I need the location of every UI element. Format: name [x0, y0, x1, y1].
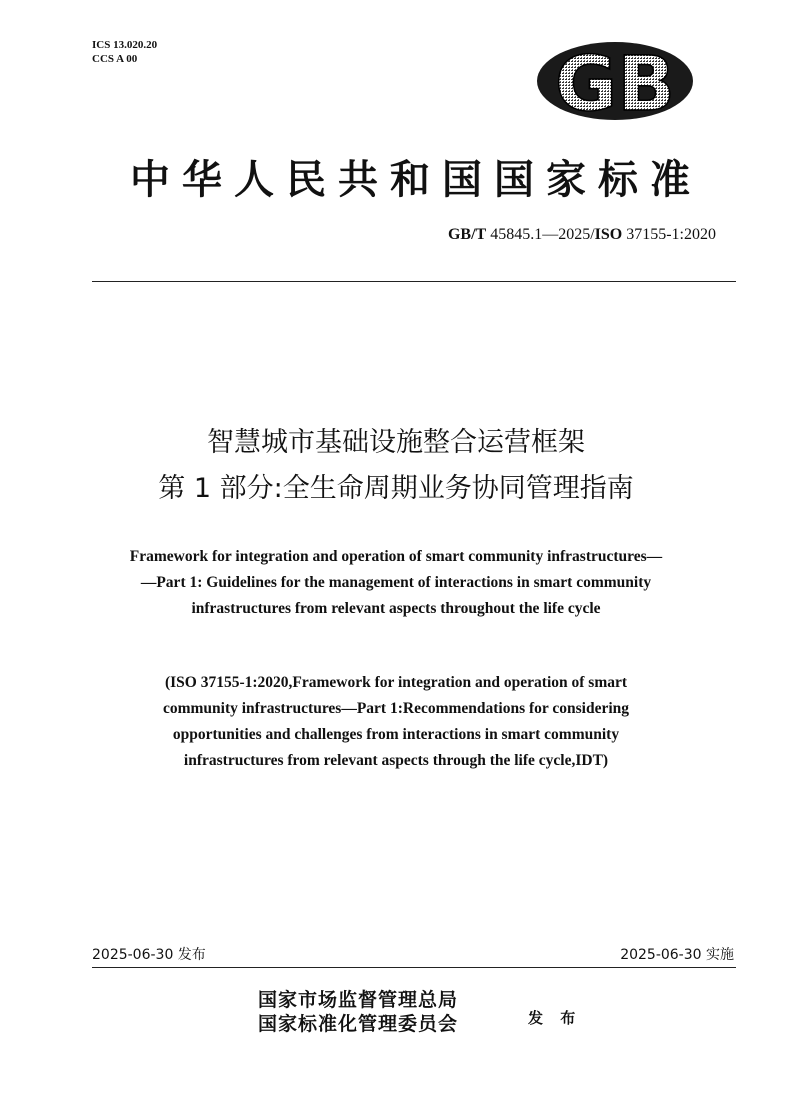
- national-standard-heading: 中华人民共和国国家标准: [130, 156, 702, 203]
- english-title-line2: —Part 1: Guidelines for the management of interactions in smart community: [140, 574, 652, 591]
- issuing-authorities: [258, 988, 458, 1036]
- iso-title-line4: infrastructures from relevant aspects through the life cycle,IDT): [183, 752, 609, 769]
- gb-logo-text: GB: [554, 40, 676, 122]
- footer-divider: [92, 967, 736, 968]
- issuer-samr: 国家市场监督管理总局: [258, 989, 459, 1011]
- iso-equivalent-title: [0, 670, 792, 774]
- gb-logo-graphic: [535, 40, 695, 122]
- iso-code: 37155-1:2020: [626, 226, 716, 243]
- standard-prefix: GB/T: [447, 226, 487, 243]
- gb-logo: [535, 40, 695, 122]
- classification-codes: [92, 38, 157, 66]
- iso-title-line1: (ISO 37155-1:2020,Framework for integration and operation of smart: [164, 674, 628, 691]
- iso-prefix: ISO: [594, 226, 623, 243]
- chinese-title-line2: 第 1 部分:全生命周期业务协同管理指南: [158, 473, 634, 504]
- iso-title-line3: opportunities and challenges from interactions in smart community: [172, 726, 620, 743]
- standard-number: [448, 226, 716, 244]
- publication-date: 2025-06-30 发布: [92, 947, 206, 963]
- ics-code: ICS 13.020.20: [92, 39, 158, 51]
- ccs-code: CCS A 00: [92, 53, 138, 65]
- english-title: [0, 544, 792, 622]
- header-divider: [92, 281, 736, 282]
- chinese-title: [0, 420, 792, 512]
- issue-label: 发 布: [528, 1009, 582, 1027]
- iso-title-line2: community infrastructures—Part 1:Recommendations for considering: [162, 700, 630, 717]
- issuer-sac: 国家标准化管理委员会: [258, 1013, 459, 1035]
- implementation-date: 2025-06-30 实施: [620, 947, 734, 963]
- english-title-line1: Framework for integration and operation of smart community infrastructures—: [129, 548, 663, 565]
- standard-code: 45845.1—2025/: [490, 226, 595, 243]
- english-title-line3: infrastructures from relevant aspects throughout the life cycle: [191, 600, 601, 617]
- chinese-title-line1: 智慧城市基础设施整合运营框架: [207, 427, 585, 458]
